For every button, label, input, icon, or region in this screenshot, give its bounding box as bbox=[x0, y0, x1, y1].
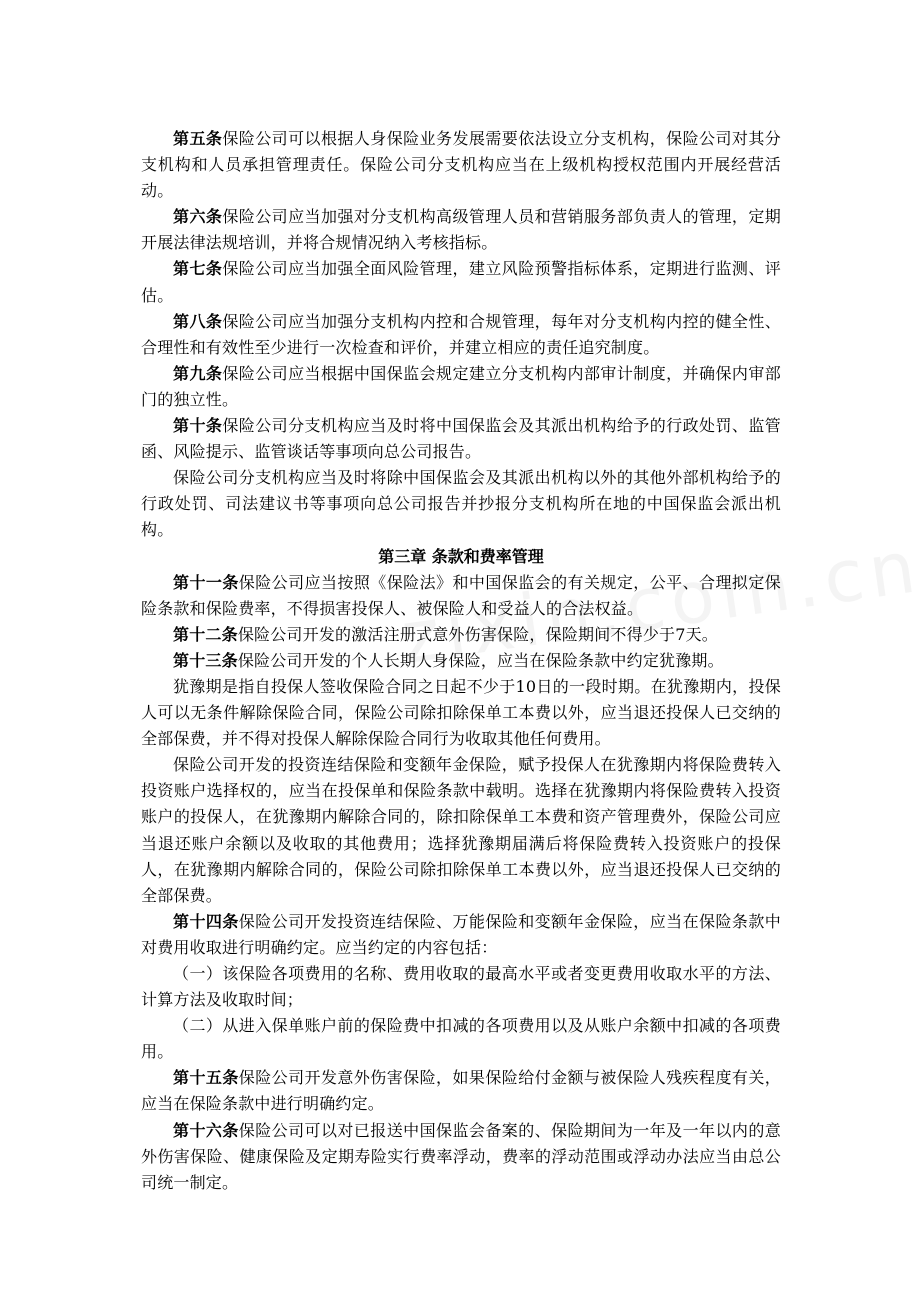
article-8 bbox=[141, 309, 781, 361]
article-heading: 第八条 bbox=[173, 311, 223, 331]
article-text: 保险公司开发的激活注册式意外伤害保险，保险期间不得少于7天。 bbox=[237, 624, 718, 644]
article-text: 保险公司应当加强全面风险管理，建立风险预警指标体系，定期进行监测、评估。 bbox=[141, 259, 781, 305]
article-6 bbox=[141, 204, 781, 256]
article-heading: 第十五条 bbox=[173, 1068, 239, 1088]
article-text: （二）从进入保单账户前的保险费中扣减的各项费用以及从账户余额中扣减的各项费用。 bbox=[141, 1016, 781, 1062]
article-text: 保险公司可以对已报送中国保监会备案的、保险期间为一年及一年以内的意外伤害保险、健康保险及定期寿险实行费率浮动，费率的浮动范围或浮动办法应当由总公司统一制定。 bbox=[141, 1120, 781, 1192]
article-heading: 第十六条 bbox=[173, 1120, 239, 1140]
article-text: 保险公司可以根据人身保险业务发展需要依法设立分支机构，保险公司对其分支机构和人员承担管理责任。保险公司分支机构应当在上级机构授权范围内开展经营活动。 bbox=[141, 129, 781, 201]
article-text: 保险公司应当加强分支机构内控和合规管理，每年对分支机构内控的健全性、合理性和有效性至少进行一次检查和评价，并建立相应的责任追究制度。 bbox=[141, 311, 781, 357]
article-heading: 第七条 bbox=[173, 259, 223, 279]
article-text: 保险公司分支机构应当及时将除中国保监会及其派出机构以外的其他外部机构给予的行政处罚、司法建议书等事项向总公司报告并抄报分支机构所在地的中国保监会派出机构。 bbox=[141, 468, 781, 540]
article-14-item-1 bbox=[141, 961, 781, 1013]
chapter-title: 第三章 条款和费率管理 bbox=[378, 546, 544, 566]
article-heading: 第十三条 bbox=[173, 650, 238, 670]
article-9 bbox=[141, 361, 781, 413]
article-text: 犹豫期是指自投保人签收保险合同之日起不少于10日的一段时期。在犹豫期内，投保人可以无条件解除保险合同，保险公司除扣除保单工本费以外，应当退还投保人已交纳的全部保费，并不得对投保人解除保险合同行为收取其他任何费用。 bbox=[141, 676, 781, 749]
article-text: 保险公司开发意外伤害保险，如果保险给付金额与被保险人残疾程度有关，应当在保险条款中进行明确约定。 bbox=[141, 1068, 781, 1114]
article-text: 保险公司应当按照《保险法》和中国保监会的有关规定，公平、合理拟定保险条款和保险费率，不得损害投保人、被保险人和受益人的合法权益。 bbox=[141, 572, 781, 618]
article-13-paragraph-2 bbox=[141, 674, 781, 752]
article-heading: 第六条 bbox=[173, 207, 223, 227]
article-5 bbox=[141, 126, 781, 204]
article-text: 保险公司分支机构应当及时将中国保监会及其派出机构给予的行政处罚、监管函、风险提示、监管谈话等事项向总公司报告。 bbox=[141, 416, 781, 462]
article-13-paragraph-3 bbox=[141, 752, 781, 909]
article-text: 保险公司开发投资连结保险、万能保险和变额年金保险，应当在保险条款中对费用收取进行明确约定。应当约定的内容包括： bbox=[141, 911, 781, 957]
article-heading: 第十一条 bbox=[173, 572, 239, 592]
article-14-item-2 bbox=[141, 1013, 781, 1065]
document-page bbox=[141, 126, 781, 1196]
article-14 bbox=[141, 909, 781, 961]
article-text: 保险公司开发的投资连结保险和变额年金保险，赋予投保人在犹豫期内将保险费转入投资账户选择权的，应当在投保单和保险条款中载明。选择在犹豫期内将保险费转入投资账户的投保人，在犹豫期内解除合同的，除扣除保单工本费和资产管理费外，保险公司应当退还账户余额以及收取的其他费用；选择犹豫期届满后将保险费转入投资账户的投保人，在犹豫期内解除合同的，保险公司除扣除保单工本费以外，应当退还投保人已交纳的全部保费。 bbox=[141, 755, 781, 905]
article-heading: 第十四条 bbox=[173, 911, 239, 931]
article-15 bbox=[141, 1065, 781, 1117]
article-7 bbox=[141, 256, 781, 308]
article-heading: 第五条 bbox=[173, 129, 223, 148]
article-heading: 第十条 bbox=[173, 416, 223, 436]
article-heading: 第十二条 bbox=[173, 624, 238, 644]
article-text: 保险公司应当根据中国保监会规定建立分支机构内部审计制度，并确保内审部门的独立性。 bbox=[141, 363, 781, 409]
article-13 bbox=[141, 648, 781, 674]
article-16 bbox=[141, 1118, 781, 1196]
article-text: （一）该保险各项费用的名称、费用收取的最高水平或者变更费用收取水平的方法、计算方法及收取时间； bbox=[141, 964, 781, 1010]
article-heading: 第九条 bbox=[173, 363, 223, 383]
article-text: 保险公司开发的个人长期人身保险，应当在保险条款中约定犹豫期。 bbox=[237, 650, 724, 670]
article-11 bbox=[141, 570, 781, 622]
article-text: 保险公司应当加强对分支机构高级管理人员和营销服务部负责人的管理，定期开展法律法规培训，并将合规情况纳入考核指标。 bbox=[141, 207, 781, 253]
article-10-paragraph-2 bbox=[141, 465, 781, 543]
article-10 bbox=[141, 413, 781, 465]
article-12 bbox=[141, 622, 781, 648]
